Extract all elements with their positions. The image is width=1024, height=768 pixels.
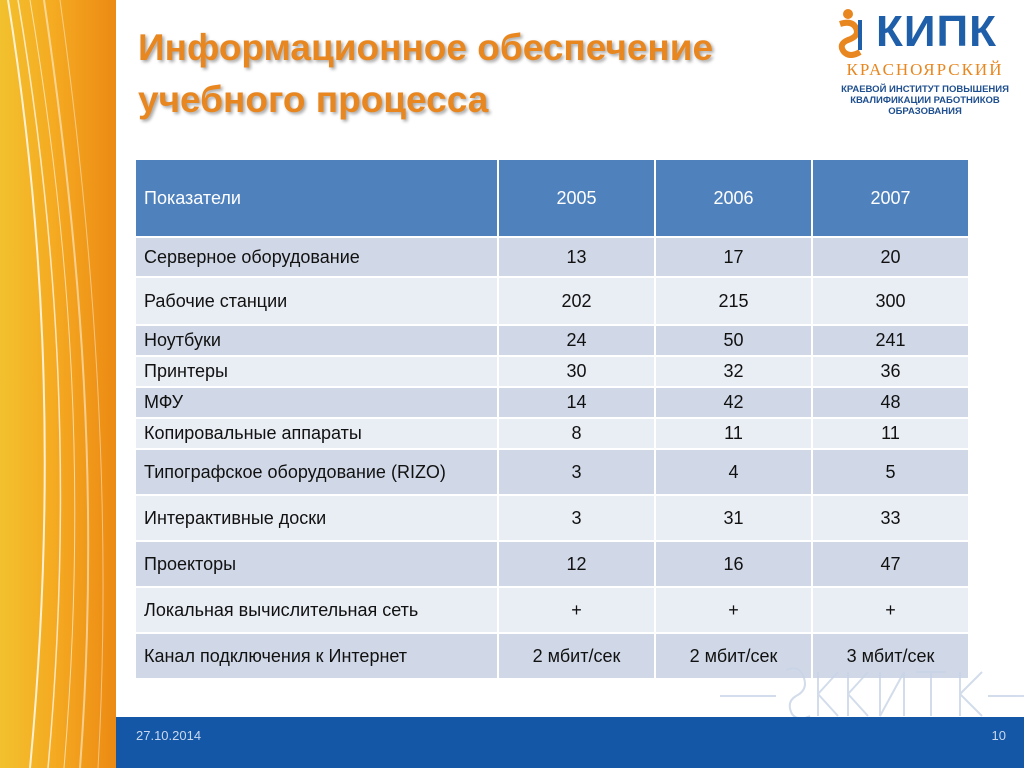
table-row — [135, 387, 969, 418]
row-label: Рабочие станции — [135, 277, 498, 325]
header-indicators: Показатели — [135, 159, 498, 237]
cell-2007: 36 — [812, 356, 969, 387]
cell-2006: 17 — [655, 237, 812, 277]
row-label: Ноутбуки — [135, 325, 498, 356]
cell-2007: 11 — [812, 418, 969, 449]
header-year-2007: 2007 — [812, 159, 969, 237]
header-year-2006: 2006 — [655, 159, 812, 237]
kipk-logo — [826, 6, 1022, 124]
row-label: Локальная вычислительная сеть — [135, 587, 498, 633]
row-label: Проекторы — [135, 541, 498, 587]
cell-2006: 32 — [655, 356, 812, 387]
cell-2007: 48 — [812, 387, 969, 418]
logo-subtitle-line: КВАЛИФИКАЦИИ РАБОТНИКОВ — [850, 95, 1000, 106]
decorative-curves — [0, 0, 116, 768]
logo-subtitle-line: ОБРАЗОВАНИЯ — [888, 106, 962, 117]
cell-2005: 3 — [498, 449, 655, 495]
cell-2007: 5 — [812, 449, 969, 495]
cell-2006: 31 — [655, 495, 812, 541]
cell-2006: + — [655, 587, 812, 633]
table-header-row — [135, 159, 969, 237]
cell-2005: 24 — [498, 325, 655, 356]
table-row — [135, 325, 969, 356]
logo-subtitle — [828, 84, 1022, 117]
logo-letters: КИПК — [876, 7, 997, 56]
slide-page-number: 10 — [991, 728, 1006, 743]
table-row — [135, 495, 969, 541]
cell-2005: 30 — [498, 356, 655, 387]
row-label: Типографское оборудование (RIZO) — [135, 449, 498, 495]
cell-2007: 47 — [812, 541, 969, 587]
table-row — [135, 277, 969, 325]
cell-2007: 300 — [812, 277, 969, 325]
row-label: МФУ — [135, 387, 498, 418]
cell-2005: 14 — [498, 387, 655, 418]
cell-2006: 11 — [655, 418, 812, 449]
cell-2007: 241 — [812, 325, 969, 356]
cell-2006: 50 — [655, 325, 812, 356]
cell-2005: 2 мбит/сек — [498, 633, 655, 679]
row-label: Принтеры — [135, 356, 498, 387]
cell-2006: 16 — [655, 541, 812, 587]
logo-subtitle-line: КРАЕВОЙ ИНСТИТУТ ПОВЫШЕНИЯ — [841, 84, 1009, 95]
row-label: Канал подключения к Интернет — [135, 633, 498, 679]
cell-2007: 20 — [812, 237, 969, 277]
row-label: Серверное оборудование — [135, 237, 498, 277]
header-year-2005: 2005 — [498, 159, 655, 237]
cell-2007: + — [812, 587, 969, 633]
cell-2006: 2 мбит/сек — [655, 633, 812, 679]
table-row — [135, 541, 969, 587]
cell-2006: 215 — [655, 277, 812, 325]
cell-2005: 202 — [498, 277, 655, 325]
cell-2007: 3 мбит/сек — [812, 633, 969, 679]
table-row — [135, 418, 969, 449]
cell-2005: 3 — [498, 495, 655, 541]
cell-2005: 12 — [498, 541, 655, 587]
row-label: Интерактивные доски — [135, 495, 498, 541]
table-row — [135, 356, 969, 387]
slide-date: 27.10.2014 — [136, 728, 202, 743]
cell-2006: 4 — [655, 449, 812, 495]
table-row — [135, 449, 969, 495]
logo-emblem-icon — [834, 6, 870, 58]
cell-2006: 42 — [655, 387, 812, 418]
row-label: Копировальные аппараты — [135, 418, 498, 449]
cell-2005: 13 — [498, 237, 655, 277]
side-decoration-band — [0, 0, 116, 768]
table-row — [135, 237, 969, 277]
slide-title: Информационное обеспечение учебного процесса — [138, 27, 714, 120]
slide-footer — [116, 717, 1024, 768]
cell-2007: 33 — [812, 495, 969, 541]
table-row — [135, 587, 969, 633]
cell-2005: + — [498, 587, 655, 633]
cell-2005: 8 — [498, 418, 655, 449]
equipment-table — [134, 158, 970, 680]
logo-city: КРАСНОЯРСКИЙ — [846, 60, 1004, 79]
